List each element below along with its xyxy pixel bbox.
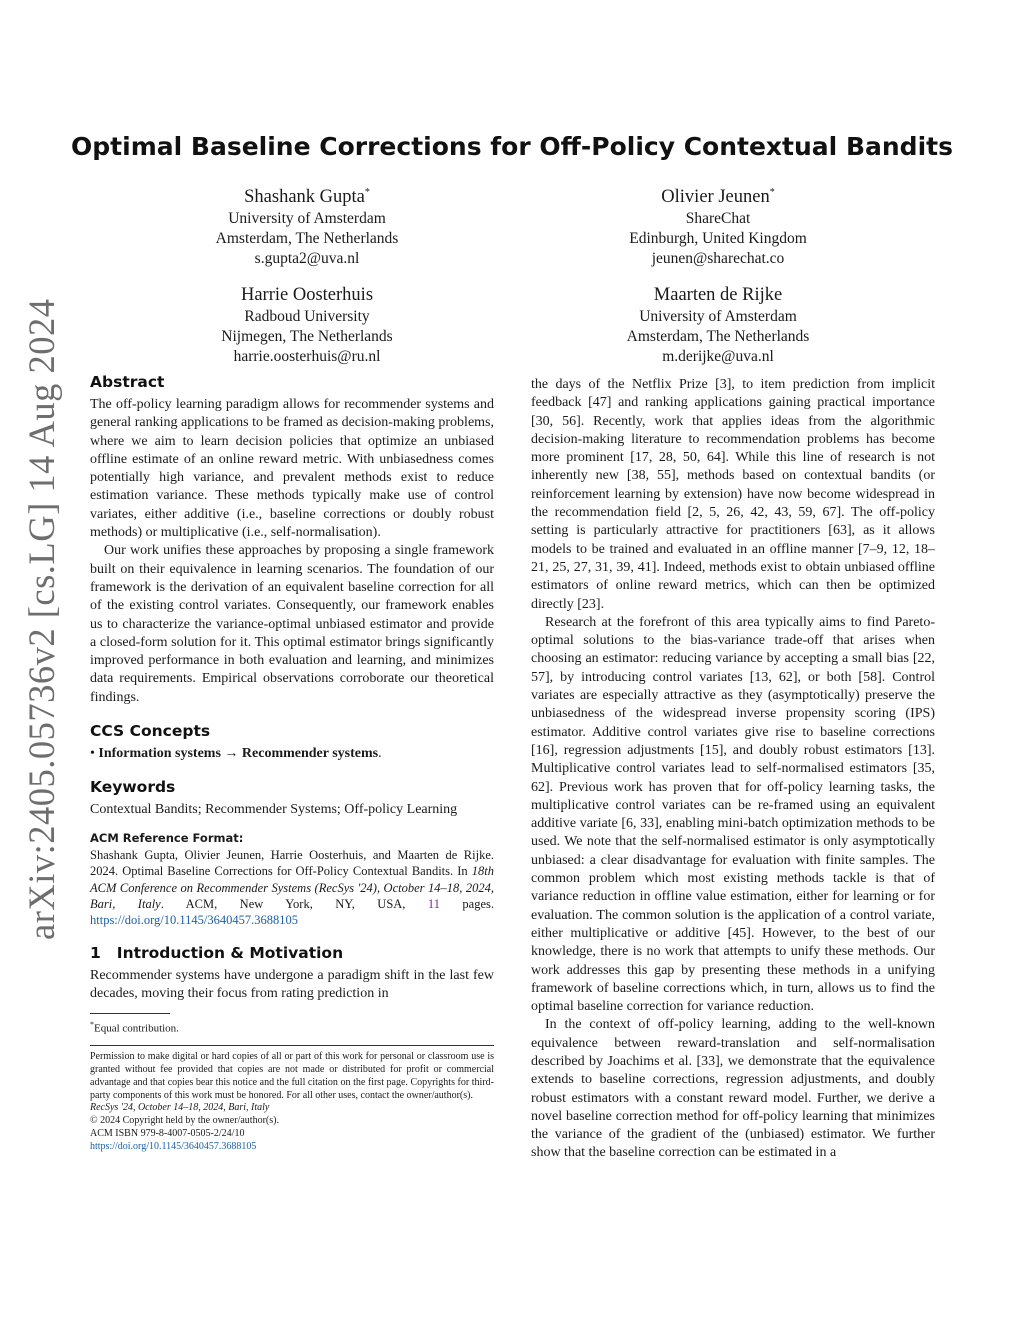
author-location: Amsterdam, The Netherlands	[215, 230, 399, 248]
permission-doi-link[interactable]: https://doi.org/10.1145/3640457.3688105	[90, 1141, 257, 1153]
abstract-paragraph-1: The off-policy learning paradigm allows for recommender systems and general ranking applications to be framed as decision-making problems, where we aim to learn decision policies that optimize an unbiased offline estimate of an online reward metric. With unbiasedness comes potentially high variance, and prevalent methods exist to reduce estimation variance. These methods typically make use of control variates, either additive (i.e., baseline corrections or doubly robust methods) or multiplicative (i.e., self-normalisation).	[90, 397, 494, 541]
acm-reference-text: Shashank Gupta, Olivier Jeunen, Harrie Oosterhuis, and Maarten de Rijke. 2024. Optimal Baseline Corrections for Off-Policy Contextual Bandits. In 18th ACM Conference on Recommender Systems (RecSys '24), October 14–18, 2024, Bari, Italy. ACM, New York, NY, USA, 11 pages. https://doi.org/10.1145/3640457.3688105	[90, 848, 495, 928]
author-email: jeunen@sharechat.co	[651, 250, 785, 268]
author-name: Olivier Jeunen*	[661, 187, 775, 208]
author-name: Shashank Gupta*	[244, 187, 370, 208]
intro-paragraph-1-start: Recommender systems have undergone a paradigm shift in the last few decades, moving their focus from rating prediction in	[90, 967, 494, 1001]
arxiv-identifier-stamp: arXiv:2405.05736v2 [cs.LG] 14 Aug 2024	[21, 298, 62, 940]
author-email: m.derijke@uva.nl	[662, 348, 774, 366]
acm-reference-doi-link[interactable]: https://doi.org/10.1145/3640457.3688105	[90, 913, 298, 928]
author-block-4	[568, 280, 868, 367]
ccs-term-1: Information systems	[98, 746, 221, 762]
author-email: harrie.oosterhuis@ru.nl	[233, 348, 381, 366]
footnote: *Equal contribution.	[90, 1020, 179, 1035]
author-name: Harrie Oosterhuis	[240, 285, 374, 306]
page-count: 11	[427, 896, 440, 911]
paper-title: Optimal Baseline Corrections for Off-Policy Contextual Bandits	[71, 132, 953, 161]
copyright-line: © 2024 Copyright held by the owner/author(s).	[90, 1115, 279, 1127]
keywords-heading: Keywords	[90, 778, 176, 797]
right-column	[531, 376, 935, 1163]
intro-paragraph-3: In the context of off-policy learning, adding to the well-known equivalence between reward-translation and self-normalisation described by Joachims et al. [33], we demonstrate that the equivalence extends to baseline corrections, regression adjustments, and doubly robust estimators with a constant reward model. Further, we derive a novel baseline correction method for off-policy learning that minimizes the variance of the gradient of the (unbiased) estimator. We further show that the baseline correction can be estimated in a	[531, 1017, 935, 1161]
ccs-term-2: Recommender systems	[241, 746, 379, 762]
permission-doi-line	[90, 1141, 494, 1154]
keywords-text: Contextual Bandits; Recommender Systems; Off-policy Learning	[90, 802, 458, 818]
author-affiliation: University of Amsterdam	[639, 308, 797, 326]
acm-reference-venue: 18th ACM Conference on Recommender Systems (RecSys '24), October 14–18, 2024, Bari, Italy	[90, 864, 494, 911]
section-title: Introduction & Motivation	[116, 943, 344, 962]
section-number: 1	[90, 943, 101, 962]
left-column	[90, 373, 494, 1154]
permission-venue: RecSys '24, October 14–18, 2024, Bari, Italy	[90, 1102, 270, 1114]
author-block-3	[157, 280, 457, 367]
author-block-2	[568, 182, 868, 269]
author-name: Maarten de Rijke	[653, 285, 783, 306]
author-location: Edinburgh, United Kingdom	[629, 230, 807, 248]
abstract-heading: Abstract	[90, 373, 165, 391]
author-affiliation: ShareChat	[685, 210, 751, 228]
author-email: s.gupta2@uva.nl	[254, 250, 360, 268]
author-block-1	[157, 182, 457, 269]
ccs-concepts-heading: CCS Concepts	[90, 722, 211, 741]
permission-rule	[90, 1045, 494, 1046]
ccs-arrow: →	[224, 746, 239, 762]
ccs-bullet: •	[90, 746, 95, 762]
footnote-rule	[90, 1013, 170, 1014]
acm-reference-heading: ACM Reference Format:	[90, 831, 244, 846]
section-1-heading	[90, 944, 494, 962]
intro-paragraph-2: Research at the forefront of this area typically aims to find Pareto-optimal solutions to the bias-variance trade-off that arises when choosing an estimator: reducing variance by accepting a small bias [22, 57], by introducing control variates [13, 62], or both [58]. Control variates are especially attractive as they (asymptotically) preserve the unbiasedness of the widespread inverse propensity scoring (IPS) estimator. Additive control variates give rise to baseline corrections [16], regression adjustments [15], and doubly robust estimators [13]. Multiplicative control variates lead to self-normalised estimators [35, 62]. Previous work has proven that for off-policy learning tasks, the multiplicative control variates can be re-framed using an equivalent additive variate [6, 33], enabling mini-batch optimization methods to be used. We note that the self-normalised estimator is only asymptotically unbiased: a clear disadvantage for evaluation with finite samples. The common problem which most existing methods tackle is that of variance reduction in offline value estimation, either for learning or for evaluation. The common solution is the application of a control variate, either multiplicative or additive [45]. However, to the best of our knowledge, there is no work that attempts to unify these methods. Our work addresses this gap by presenting these methods in a unifying framework of baseline corrections which, in turn, allows us to find the optimal baseline correction for variance reduction.	[531, 614, 935, 1015]
abstract-paragraph-2: Our work unifies these approaches by proposing a single framework built on their equivalence in learning scenarios. The foundation of our framework is the derivation of an equivalent baseline correction for all of the existing control variates. Consequently, our framework enables us to characterize the variance-optimal unbiased estimator and provide a closed-form solution for it. This optimal estimator brings significantly improved performance in both evaluation and learning, and minimizes data requirements. Empirical observations corroborate our theoretical findings.	[90, 543, 494, 705]
author-affiliation: University of Amsterdam	[228, 210, 386, 228]
intro-paragraph-1-continued: the days of the Netflix Prize [3], to item prediction from implicit feedback [47] and ranking applications gaining practical importance [30, 56]. Recently, work that applies ideas from the algorithmic decision-making literature to recommendation problems has become more prominent [17, 28, 50, 64]. While this line of research is not inherently new [38, 55], methods based on contextual bandits (or reinforcement learning by extension) have now become widespread in the recommendation field [2, 5, 26, 42, 43, 59, 67]. The off-policy setting is particularly attractive for practitioners [63], as it allows models to be trained and evaluated in an offline manner [7–9, 12, 18–21, 25, 27, 31, 39, 41]. Indeed, methods exist to obtain unbiased offline estimators of online reward metrics, which can then be optimized directly [23].	[531, 377, 935, 612]
ccs-concepts-line: • Information systems → Recommender systems.	[90, 746, 382, 762]
author-affiliation: Radboud University	[244, 308, 370, 326]
author-location: Nijmegen, The Netherlands	[221, 328, 393, 346]
author-location: Amsterdam, The Netherlands	[626, 328, 810, 346]
permission-notice: Permission to make digital or hard copies of all or part of this work for personal or classroom use is granted without fee provided that copies are not made or distributed for profit or commercial advantage and that copies bear this notice and the full citation on the first page. Copyrights for third-party components of this work must be honored. For all other uses, contact the owner/author(s).	[90, 1050, 494, 1101]
isbn-line: ACM ISBN 979-8-4007-0505-2/24/10	[90, 1128, 245, 1140]
